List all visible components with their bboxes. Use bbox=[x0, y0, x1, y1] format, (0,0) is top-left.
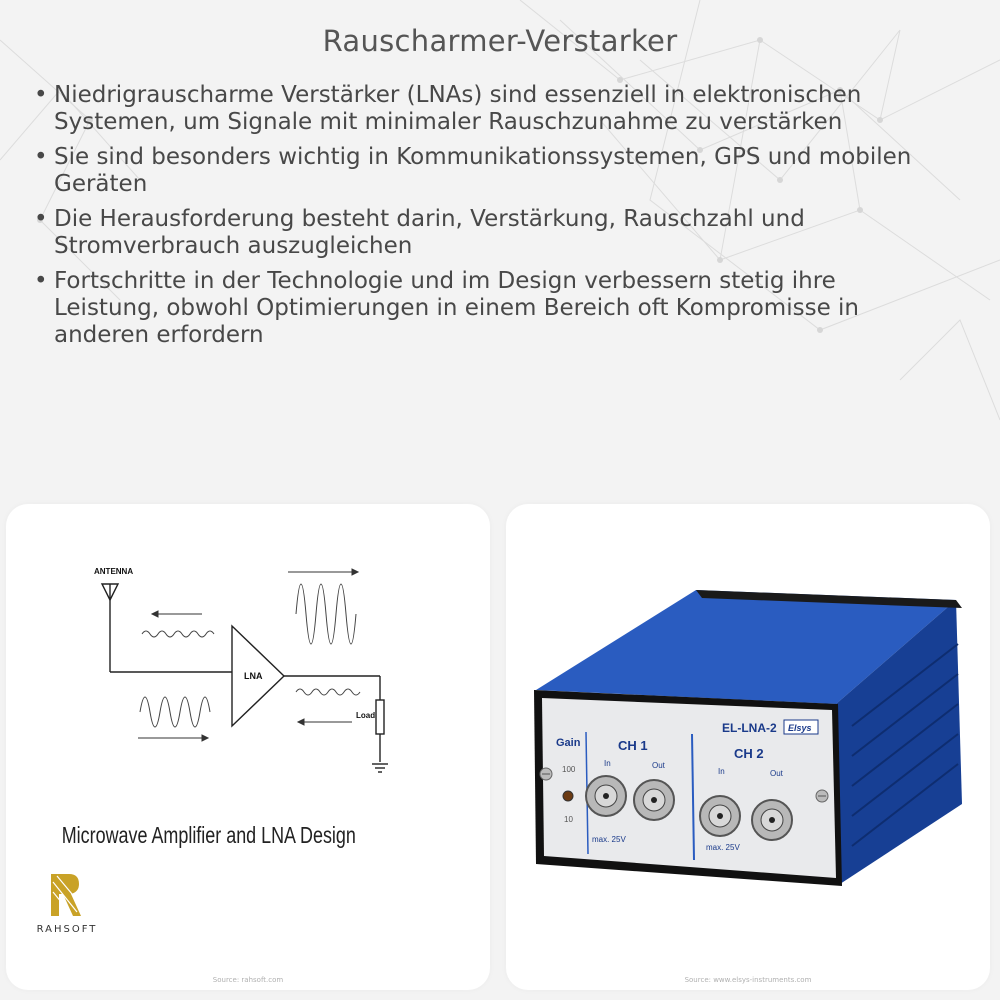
lna-circuit-diagram bbox=[6, 504, 490, 804]
bullet-item bbox=[34, 268, 934, 349]
brand-label: Elsys bbox=[788, 723, 812, 733]
bnc-connector-ch2-out[interactable] bbox=[752, 800, 792, 840]
image-source: Source: www.elsys-instruments.com bbox=[684, 976, 812, 984]
model-label: EL-LNA-2 bbox=[722, 721, 777, 735]
load-label: Load bbox=[356, 711, 376, 720]
ch1-label: CH 1 bbox=[618, 738, 648, 753]
lna-device-card bbox=[506, 504, 990, 990]
bnc-connector-ch2-in[interactable] bbox=[700, 796, 740, 836]
lna-diagram-card bbox=[6, 504, 490, 990]
ch2-out-label: Out bbox=[770, 769, 783, 778]
bullet-marker: • bbox=[34, 82, 48, 108]
rahsoft-logo bbox=[22, 872, 112, 935]
ch1-out-label: Out bbox=[652, 761, 665, 770]
bullet-text: Die Herausforderung besteht darin, Verstärkung, Rauschzahl und Stromverbrauch auszugleichen bbox=[54, 206, 805, 259]
image-source: Source: rahsoft.com bbox=[212, 976, 284, 984]
lna-amplifier-symbol bbox=[232, 626, 284, 726]
bullet-item bbox=[34, 82, 934, 136]
rahsoft-logo-text: RAHSOFT bbox=[36, 924, 98, 935]
panel-screw-left bbox=[540, 768, 552, 780]
bullet-text: Fortschritte in der Technologie und im Design verbessern stetig ihre Leistung, obwohl Optimierungen in einem Bereich oft Kompromisse in anderen erfordern bbox=[54, 268, 859, 348]
panel-screw-right bbox=[816, 790, 828, 802]
gain-switch[interactable] bbox=[563, 791, 573, 801]
bullet-item bbox=[34, 206, 934, 260]
bullet-marker: • bbox=[34, 206, 48, 232]
gain-high-label: 100 bbox=[562, 765, 576, 774]
ch2-label: CH 2 bbox=[734, 746, 764, 761]
ch2-max-label: max. 25V bbox=[706, 843, 740, 852]
bullet-text: Sie sind besonders wichtig in Kommunikationssystemen, GPS und mobilen Geräten bbox=[54, 144, 912, 197]
page-title: Rauscharmer-Verstarker bbox=[322, 24, 678, 58]
ground-icon bbox=[372, 764, 388, 772]
diagram-caption: Microwave Amplifier and LNA Design bbox=[61, 822, 356, 848]
bnc-connector-ch1-in[interactable] bbox=[586, 776, 626, 816]
antenna-icon bbox=[102, 584, 232, 672]
bullet-item bbox=[34, 144, 934, 198]
ch1-max-label: max. 25V bbox=[592, 835, 626, 844]
bullet-marker: • bbox=[34, 268, 48, 294]
bnc-connector-ch1-out[interactable] bbox=[634, 780, 674, 820]
ch1-in-label: In bbox=[604, 759, 611, 768]
rahsoft-logo-mark bbox=[47, 872, 87, 918]
gain-low-label: 10 bbox=[564, 815, 573, 824]
gain-label: Gain bbox=[556, 737, 581, 749]
bullet-marker: • bbox=[34, 144, 48, 170]
ch2-in-label: In bbox=[718, 767, 725, 776]
lna-device-illustration bbox=[506, 504, 990, 990]
lna-label: LNA bbox=[244, 671, 263, 681]
bullet-list bbox=[34, 82, 934, 357]
bullet-text: Niedrigrauscharme Verstärker (LNAs) sind essenziell in elektronischen Systemen, um Signale mit minimaler Rauschzunahme zu verstärken bbox=[54, 82, 862, 135]
antenna-label: ANTENNA bbox=[94, 567, 134, 576]
